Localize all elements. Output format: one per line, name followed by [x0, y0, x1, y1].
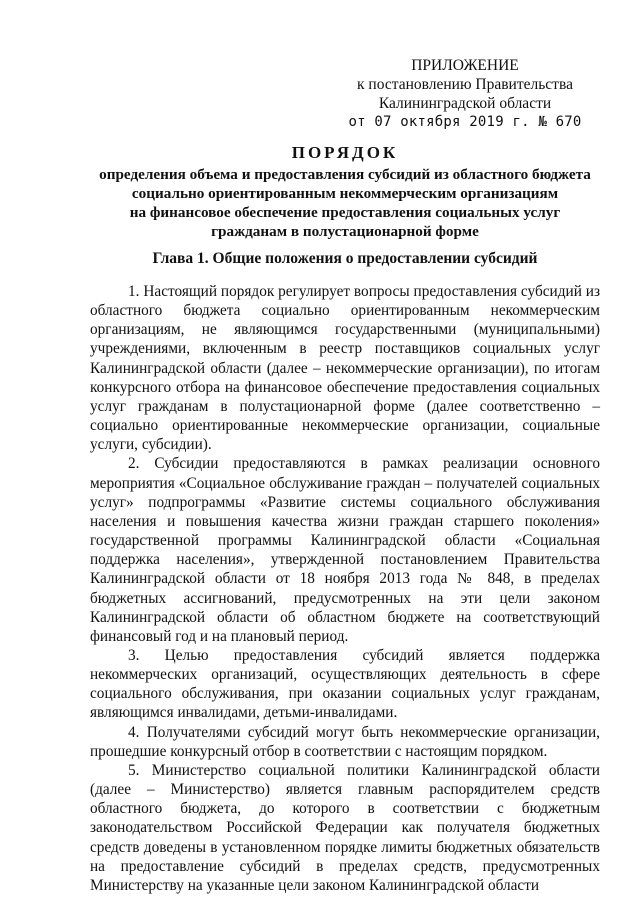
appendix-heading: ПРИЛОЖЕНИЕ [411, 57, 519, 74]
appendix-resolution-ref: к постановлению Правительства [357, 76, 573, 93]
subtitle-line: на финансовое обеспечение предоставления социальных услуг [129, 204, 561, 221]
paragraph-1: 1. Настоящий порядок регулирует вопросы предоставления субсидий из областного бюджета социально ориентированным некоммерческим организациям, не являющимся государственными (муниципальными) учреждениями, включенным в реестр поставщиков социальных услуг Калининградской области (далее – некоммерческие организации), по итогам конкурсного отбора на финансовое обеспечение предоставления социальных услуг гражданам в полустационарной форме (далее соответственно – социально ориентированные некоммерческие организации, социальные услуги, субсидии). [90, 283, 600, 454]
appendix-block [340, 56, 590, 132]
document-title: ПОРЯДОК [291, 143, 399, 162]
appendix-date-number: от 07 октября 2019 г. № 670 [348, 114, 582, 130]
document-body [90, 282, 600, 895]
paragraph-2: 2. Субсидии предоставляются в рамках реализации основного мероприятия «Социальное обслуживание граждан – получателей социальных услуг» подпрограммы «Развитие системы социального обслуживания населения и повышения качества жизни граждан старшего поколения» государственной программы Калининградской области «Социальная поддержка населения», утвержденной постановлением Правительства Калининградской области от 18 ноября 2013 года № 848, в пределах бюджетных ассигнований, предусмотренных на эти цели законом Калининградской области об областном бюджете на соответствующий финансовый год и на плановый период. [90, 455, 600, 645]
subtitle-line: определения объема и предоставления субсидий из областного бюджета [99, 166, 591, 183]
paragraph-5: 5. Министерство социальной политики Калининградской области (далее – Министерство) является главным распорядителем средств областного бюджета, до которого в соответствии с бюджетным законодательством Российской Федерации как получателя бюджетных средств доведены в установленном порядке лимиты бюджетных обязательств на предоставление субсидий в пределах средств, предусмотренных Министерству на указанные цели законом Калининградской области [90, 761, 600, 894]
document-subtitle [90, 165, 600, 241]
paragraph-3: 3. Целью предоставления субсидий является поддержка некоммерческих организаций, осуществляющих деятельность в сфере социального обслуживания, при оказании социальных услуг гражданам, являющимся инвалидами, детьми-инвалидами. [90, 646, 600, 722]
paragraph-4: 4. Получателями субсидий могут быть некоммерческие организации, прошедшие конкурсный отбор в соответствии с настоящим порядком. [90, 723, 600, 760]
chapter-heading: Глава 1. Общие положения о предоставлении субсидий [152, 250, 538, 267]
subtitle-line: гражданам в полустационарной форме [211, 223, 479, 240]
subtitle-line: социально ориентированным некоммерческим организациям [131, 185, 559, 202]
appendix-region: Калининградской области [378, 95, 552, 112]
